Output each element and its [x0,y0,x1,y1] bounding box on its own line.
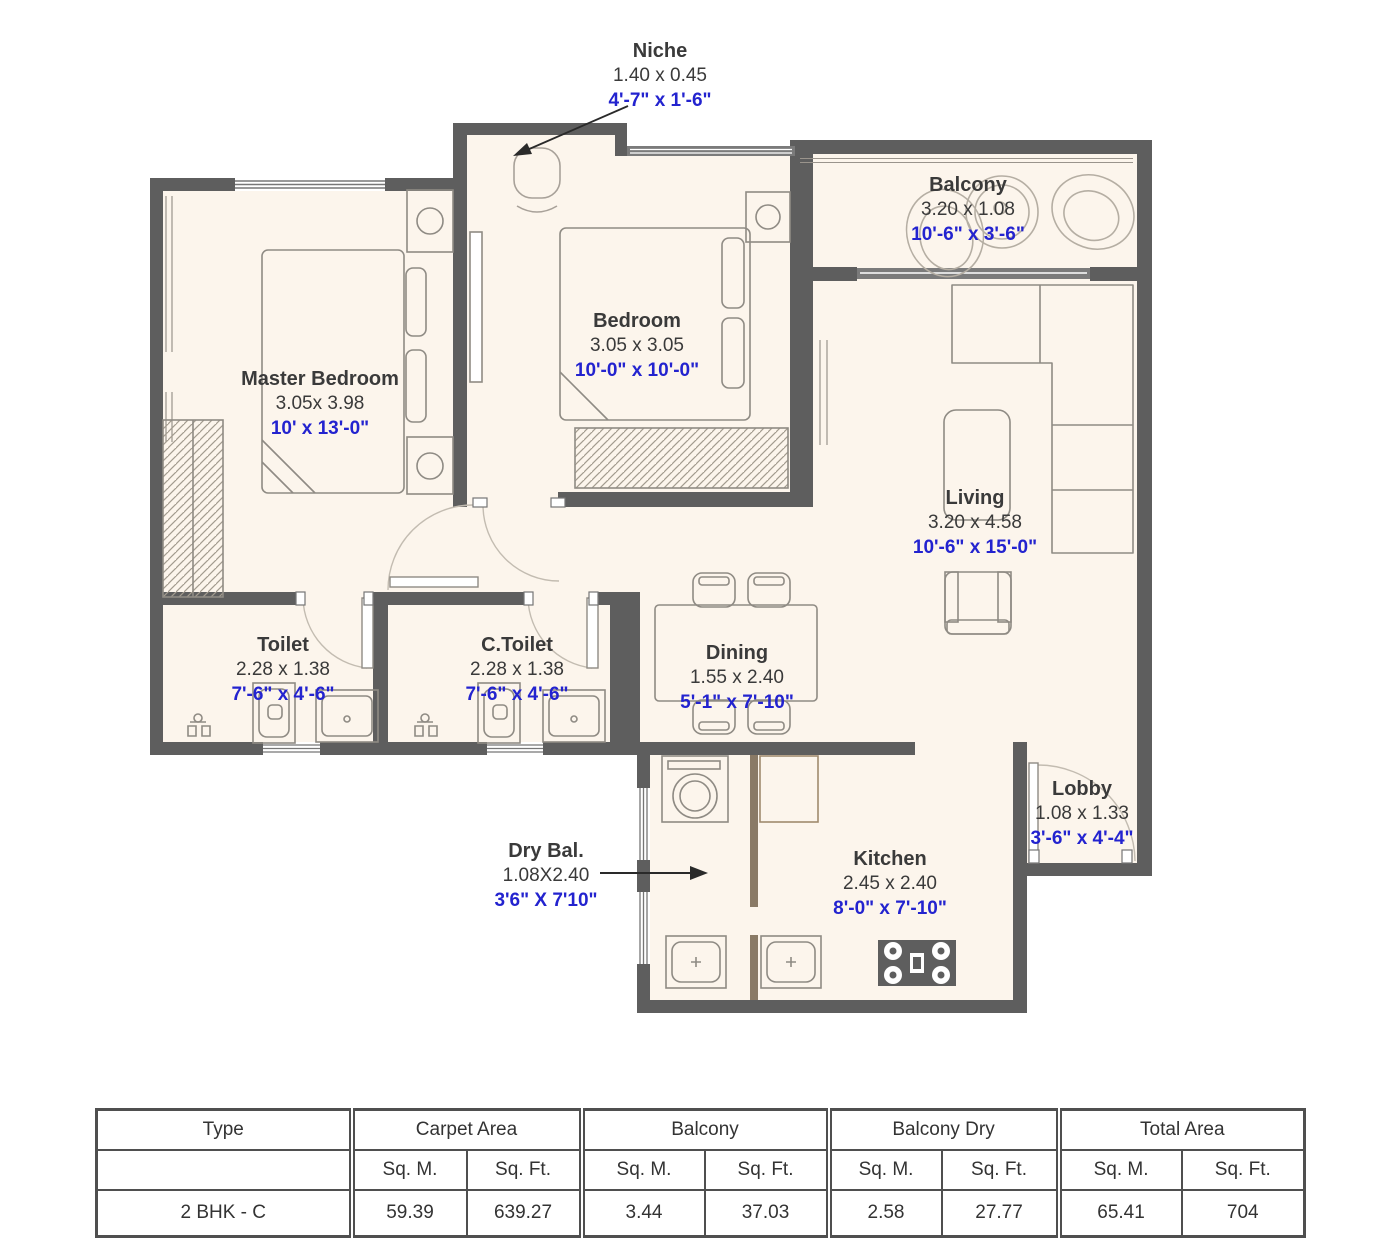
cell-balcony-sqm: 3.44 [582,1190,705,1237]
unit-header: Sq. M. [829,1150,942,1190]
unit-header: Sq. M. [1059,1150,1182,1190]
cell-carpet-sqft: 639.27 [467,1190,582,1237]
unit-header: Sq. Ft. [705,1150,829,1190]
room-label-master-bedroom: Master Bedroom 3.05x 3.98 10' x 13'-0" [241,368,399,439]
room-label-niche: Niche 1.40 x 0.45 4'-7" x 1'-6" [608,40,712,111]
area-table [95,1108,1303,1238]
room-label-living: Living 3.20 x 4.58 10'-6" x 15'-0" [912,487,1038,558]
room-label-lobby: Lobby 1.08 x 1.33 3'-6" x 4'-4" [1030,778,1134,849]
room-label-kitchen: Kitchen 2.45 x 2.40 8'-0" x 7'-10" [833,848,947,919]
cell-total-sqft: 704 [1182,1190,1305,1237]
unit-header: Sq. M. [352,1150,467,1190]
cell-total-sqm: 65.41 [1059,1190,1182,1237]
kitchen-divider [750,755,758,1000]
room-label-c-toilet: C.Toilet 2.28 x 1.38 7'-6" x 4'-6" [465,634,569,705]
table-data-row [97,1190,1305,1237]
col-header-carpet-area: Carpet Area [352,1110,582,1151]
wardrobe-icon [575,428,788,488]
col-header-total-area: Total Area [1059,1110,1305,1151]
cell-carpet-sqm: 59.39 [352,1190,467,1237]
unit-header-empty [97,1150,352,1190]
table-group-header-row [97,1110,1305,1151]
room-label-dry-balcony: Dry Bal. 1.08X2.40 3'6" X 7'10" [494,840,598,911]
room-label-toilet: Toilet 2.28 x 1.38 7'-6" x 4'-6" [231,634,335,705]
col-header-balcony-dry: Balcony Dry [829,1110,1059,1151]
cell-balcony-dry-sqft: 27.77 [942,1190,1059,1237]
unit-header: Sq. M. [582,1150,705,1190]
stove-icon [878,940,956,986]
unit-header: Sq. Ft. [942,1150,1059,1190]
cell-balcony-sqft: 37.03 [705,1190,829,1237]
table-unit-header-row [97,1150,1305,1190]
cell-type: 2 BHK - C [97,1190,352,1237]
col-header-type: Type [97,1110,352,1151]
room-label-balcony: Balcony 3.20 x 1.08 10'-6" x 3'-6" [911,174,1025,245]
unit-header: Sq. Ft. [1182,1150,1305,1190]
col-header-balcony: Balcony [582,1110,829,1151]
wardrobe-icon [163,420,223,597]
cell-balcony-dry-sqm: 2.58 [829,1190,942,1237]
unit-header: Sq. Ft. [467,1150,582,1190]
room-label-bedroom: Bedroom 3.05 x 3.05 10'-0" x 10'-0" [574,310,700,381]
room-label-dining: Dining 1.55 x 2.40 5'-1" x 7'-10" [680,642,794,713]
